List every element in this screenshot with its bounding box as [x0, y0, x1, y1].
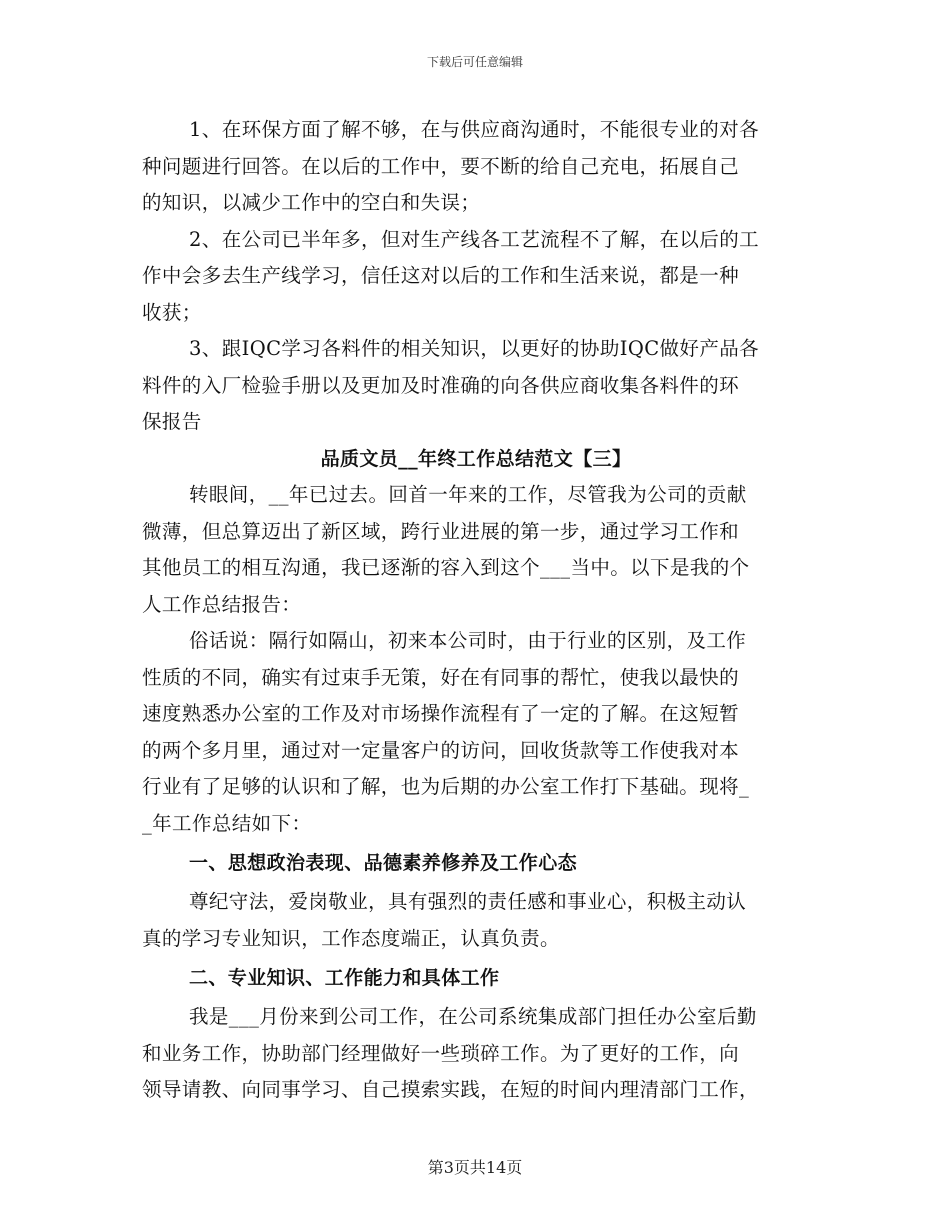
paragraph — [142, 112, 810, 222]
text-line: 其他员工的相互沟通，我已逐渐的容入到这个___当中。以下是我的个 — [142, 556, 750, 579]
paragraph — [142, 331, 810, 441]
text-line: 3、跟IQC学习各料件的相关知识，以更好的协助IQC做好产品各 — [189, 337, 760, 360]
text-line: 真的学习专业知识，工作态度端正，认真负责。 — [142, 926, 560, 950]
paragraph — [142, 222, 810, 332]
text-line: 行业有了足够的认识和了解，也为后期的办公室工作打下基础。现将_ — [142, 775, 750, 798]
text-line: 转眼间，__年已过去。回首一年来的工作，尽管我为公司的贡献 — [189, 483, 747, 506]
text-line: 作中会多去生产线学习，信任这对以后的工作和生活来说，都是一种 — [142, 264, 740, 287]
paragraph — [142, 999, 810, 1109]
text-line: 的两个多月里，通过对一定量客户的访问，回收货款等工作使我对本 — [142, 738, 740, 762]
text-line: 收获； — [142, 300, 202, 324]
paragraph — [142, 884, 810, 957]
text-line: 人工作总结报告： — [142, 592, 302, 616]
paragraph — [142, 623, 810, 842]
text-line: 我是___月份来到公司工作，在公司系统集成部门担任办公室后勤 — [189, 1005, 757, 1028]
section-title: 品质文员__年终工作总结范文【三】 — [320, 447, 632, 470]
section-heading: 二、专业知识、工作能力和具体工作 — [189, 967, 500, 989]
paragraph — [142, 477, 810, 623]
text-line: 保报告 — [142, 410, 202, 433]
text-line: 1、在环保方面了解不够，在与供应商沟通时，不能很专业的对各 — [189, 118, 760, 141]
text-line: _年工作总结如下： — [142, 811, 312, 835]
text-line: 性质的不同，确实有过束手无策，好在有同事的帮忙，使我以最快的 — [142, 665, 740, 689]
document-body — [142, 112, 810, 1109]
text-line: 的知识，以减少工作中的空白和失误； — [142, 191, 481, 214]
section-heading: 一、思想政治表现、品德素养修养及工作心态 — [189, 852, 578, 874]
text-line: 和业务工作，协助部门经理做好一些琐碎工作。为了更好的工作，向 — [142, 1041, 740, 1065]
text-line: 领导请教、向同事学习、自己摸索实践，在短的时间内理清部门工作， — [142, 1078, 759, 1101]
text-line: 2、在公司已半年多，但对生产线各工艺流程不了解，在以后的工 — [189, 227, 760, 251]
text-line: 俗话说：隔行如隔山，初来本公司时，由于行业的区别，及工作 — [189, 629, 747, 652]
text-line: 微薄，但总算迈出了新区域，跨行业进展的第一步，通过学习工作和 — [142, 519, 740, 543]
text-line: 料件的入厂检验手册以及更加及时准确的向各供应商收集各料件的环 — [142, 373, 740, 397]
text-line: 尊纪守法，爱岗敬业，具有强烈的责任感和事业心，积极主动认 — [189, 890, 747, 913]
text-line: 速度熟悉办公室的工作及对市场操作流程有了一定的了解。在这短暂 — [142, 702, 740, 725]
text-line: 种问题进行回答。在以后的工作中，要不断的给自己充电，拓展自己 — [142, 154, 740, 178]
page-header-note: 下载后可任意编辑 — [426, 55, 523, 69]
page-footer-number: 第3页共14页 — [427, 1158, 523, 1177]
